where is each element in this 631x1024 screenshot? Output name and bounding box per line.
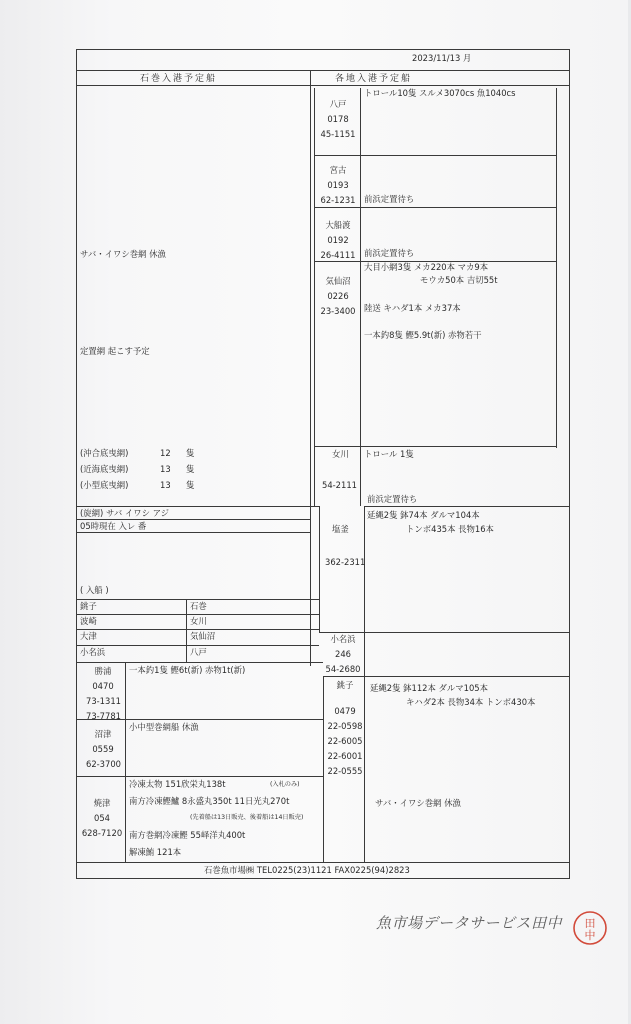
- port-report-line: トンボ435本 長物16本: [406, 524, 494, 534]
- port-name-shiogama: 塩釜: [332, 524, 349, 534]
- port-name: 気仙沼: [325, 276, 351, 286]
- port-tel: 0178: [327, 114, 349, 124]
- port-tel: 362-2311: [325, 557, 366, 567]
- pair-from: 波崎: [80, 616, 97, 626]
- port-numazu: [86, 727, 120, 772]
- port-tel: 62-3700: [86, 759, 121, 769]
- port-report-line: 陸送 キハダ1本 メカ37本: [364, 303, 461, 313]
- port-ofunato: [316, 218, 360, 263]
- right-header: 各地入港予定船: [335, 74, 413, 84]
- pair-from: 小名浜: [80, 647, 106, 657]
- port-tel: 22-0598: [327, 721, 363, 731]
- port-report-line: トロール 1隻: [364, 449, 414, 459]
- port-tel: 62-1231: [320, 195, 356, 205]
- trawl-name: (近海底曳網): [80, 464, 129, 474]
- trawl-name: (小型底曳網): [80, 480, 129, 490]
- port-report-line: サバ・イワシ巻網 休漁: [375, 798, 461, 808]
- port-report-line: 南方巻網冷凍鰹 55峄洋丸400t: [129, 830, 246, 840]
- port-report-note: (先着船は13日販売、後着船は14日販売): [190, 814, 304, 821]
- trawl-unit: 隻: [186, 448, 195, 458]
- port-tel: 22-6001: [327, 751, 363, 761]
- port-report-line: 解凍鮪 121本: [129, 847, 182, 857]
- pair-from: 大津: [80, 631, 97, 641]
- port-miyako: [316, 163, 360, 208]
- port-tel: 45-1151: [320, 129, 356, 139]
- trawl-unit: 隻: [186, 480, 195, 490]
- port-yaizu: [80, 796, 124, 841]
- port-name-onagawa: 女川: [332, 449, 349, 459]
- pair-to: 女川: [190, 616, 207, 626]
- port-tel: 22-0555: [327, 766, 363, 776]
- port-katsuura: [86, 664, 120, 724]
- port-tel: 0226: [327, 291, 349, 301]
- arrival-label: ( 入船 ): [80, 585, 109, 595]
- trawl-count: 13: [160, 464, 171, 474]
- footer-contact: 石巻魚市場㈱ TEL0225(23)1121 FAX0225(94)2823: [204, 865, 410, 875]
- pair-to: 八戸: [190, 647, 207, 657]
- trawl-count: 13: [160, 480, 171, 490]
- port-name: 小名浜: [330, 634, 356, 644]
- set-net-status: 定置網 起こす予定: [80, 346, 150, 356]
- port-report-line: 延縄2隻 鉢112本 ダルマ105本: [370, 683, 488, 693]
- svg-text:田: 田: [584, 917, 596, 930]
- port-choshi-tels: [326, 704, 364, 779]
- port-hachinohe: [316, 97, 360, 142]
- port-name: 勝浦: [94, 666, 112, 676]
- port-tel: 0192: [327, 235, 349, 245]
- port-tel: 0559: [92, 744, 114, 754]
- port-name: 沼津: [94, 729, 112, 739]
- port-tel: 0470: [92, 681, 114, 691]
- port-tel: 73-7781: [86, 711, 121, 721]
- port-report-line: 延縄2隻 鉢74本 ダルマ104本: [367, 510, 480, 520]
- port-report-line: 前浜定置待ち: [364, 194, 415, 204]
- port-report-line: トロール10隻 スルメ3070cs 魚1040cs: [364, 88, 516, 98]
- report-date: 2023/11/13 月: [412, 53, 472, 63]
- port-tel: 73-1311: [86, 696, 121, 706]
- port-kesennuma: [316, 274, 360, 319]
- port-tel: 0479: [334, 706, 356, 716]
- port-tel: 0193: [327, 180, 349, 190]
- port-report-line: キハダ2本 長物34本 トンボ430本: [406, 697, 536, 707]
- port-tel: 246: [335, 649, 351, 659]
- port-tel: 23-3400: [320, 306, 356, 316]
- port-report-line: 一本釣1隻 鰹6t(新) 赤物1t(新): [129, 665, 246, 675]
- trawl-name: (沖合底曳網): [80, 448, 129, 458]
- port-report-line: モウカ50本 吉切55t: [420, 275, 498, 285]
- port-onahama: [321, 632, 365, 677]
- pair-to: 気仙沼: [190, 631, 216, 641]
- port-name: 八戸: [329, 99, 347, 109]
- port-report-line: 南方冷凍鰹鱸 8永盛丸350t 11日光丸270t: [129, 796, 290, 806]
- left-header: 石巻入港予定船: [140, 74, 218, 84]
- port-name: 大船渡: [325, 220, 351, 230]
- port-report-line: 小中型巻網船 休漁: [129, 722, 199, 732]
- port-tel: 054: [94, 813, 110, 823]
- svg-text:中: 中: [584, 929, 596, 942]
- port-report-line: 冷凍太物 151欣栄丸138t: [129, 779, 226, 789]
- port-report-note: (入札のみ): [270, 781, 300, 788]
- port-name: 宮古: [329, 165, 347, 175]
- port-name: 焼津: [93, 798, 111, 808]
- arrival-time: 05時現在 入レ 番: [80, 521, 147, 531]
- port-tel: 628-7120: [81, 828, 123, 838]
- pair-to: 石巻: [190, 601, 207, 611]
- purse-seine-status: サバ・イワシ巻網 休漁: [80, 249, 166, 259]
- port-choshi: [326, 678, 364, 693]
- makiami-species: (旋網) サバ イワシ アジ: [80, 508, 170, 518]
- trawl-count: 12: [160, 448, 171, 458]
- signature: 魚市場データサービス田中: [376, 914, 563, 932]
- port-report-line: 前浜定置待ち: [364, 248, 415, 258]
- port-report-line: 大目小網3隻 メカ220本 マカ9本: [364, 262, 489, 272]
- port-tel: 22-6005: [327, 736, 363, 746]
- seal-stamp: [572, 910, 608, 946]
- port-tel: 26-4111: [320, 250, 356, 260]
- port-tel: 54-2111: [322, 480, 357, 490]
- port-name: 銚子: [336, 680, 354, 690]
- port-report-line: 一本釣8隻 鰹5.9t(新) 赤物若干: [364, 330, 482, 340]
- pair-from: 銚子: [80, 601, 97, 611]
- port-report-line: 前浜定置待ち: [367, 494, 418, 504]
- trawl-unit: 隻: [186, 464, 195, 474]
- port-tel: 54-2680: [325, 664, 361, 674]
